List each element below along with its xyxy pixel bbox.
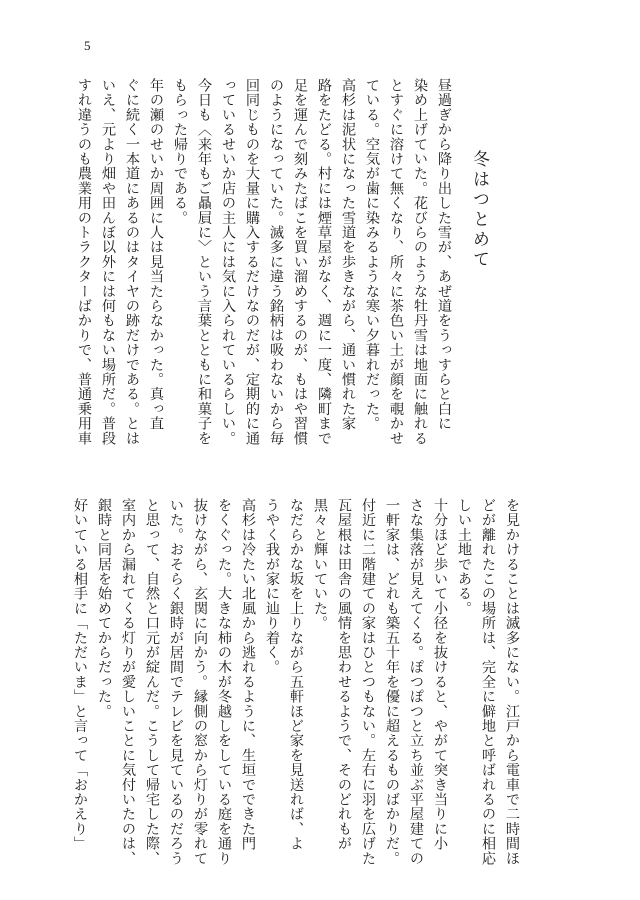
text-line: うやく我が家に辿り着く。: [264, 498, 280, 675]
text-line: 染め上げていた。花びらのような牡丹雪は地面に触れる: [412, 78, 428, 446]
text-line: どが離れたこの場所は、完全に僻地と呼ばれるのに相応: [480, 498, 496, 866]
text-line: 十分ほど歩いて小径を抜けると、やがて突き当りに小: [432, 498, 448, 851]
text-line: 一軒家は、どれも築五十年を優に超えるものばかりだ。: [384, 498, 400, 866]
text-line: 室内から漏れてくる灯りが愛しいことに気付いたのは、: [120, 498, 136, 866]
text-line: しい土地である。: [456, 498, 472, 616]
text-line: 年の瀬のせいか周囲に人は見当たらなかった。真っ直: [148, 78, 164, 431]
text-line: いえ、元より畑や田んぼ以外には何もない場所だ。普段: [100, 78, 116, 446]
text-line: 付近に二階建ての家はひとつもない。左右に羽を広げた: [360, 498, 376, 866]
chapter-title: 冬はつとめて: [469, 150, 489, 270]
text-line: 瓦屋根は田舎の風情を思わせるようで、そのどれもが: [336, 498, 352, 851]
text-line: 回同じものを大量に購入するだけなのだが、定期的に通: [244, 78, 260, 446]
text-line: と思って、自然と口元が綻んだ。こうして帰宅した際、: [144, 498, 160, 866]
text-line: すれ違うのも農業用のトラクターばかりで、普通乗用車: [76, 78, 92, 446]
text-line: 今日も〈来年もご贔屓に〉という言葉とともに和菓子を: [196, 78, 212, 446]
text-line: 昼過ぎから降り出した雪が、あぜ道をうっすらと白に: [436, 78, 452, 431]
text-line: のようになっていた。滅多に違う銘柄は吸わないから毎: [268, 78, 284, 446]
text-line: 足を運んで刻みたばこを買い溜めするのが、もはや習慣: [292, 78, 308, 446]
text-line: 銀時と同居を始めてからだった。: [96, 498, 112, 719]
text-line: いた。おそらく銀時が居間でテレビを見ているのだろう: [168, 498, 184, 866]
text-line: 高杉は冷たい北風から逃れるように、生垣でできた門: [240, 498, 256, 851]
text-line: 好いている相手に「ただいま」と言って「おかえり」: [72, 498, 88, 851]
text-line: とすぐに溶けて無くなり、所々に茶色い土が顔を覗かせ: [388, 78, 404, 446]
text-line: をくぐった。大きな柿の木が冬越しをしている庭を通り: [216, 498, 232, 866]
text-line: もらった帰りである。: [172, 78, 188, 225]
text-line: を見かけることは滅多にない。江戸から電車で二時間ほ: [504, 498, 520, 866]
text-line: なだらかな坂を上りながら五軒ほど家を見送れば、よ: [288, 498, 304, 851]
text-line: 抜けながら、玄関に向かう。縁側の窓から灯りが零れて: [192, 498, 208, 866]
text-line: っているせいか店の主人には気に入られているらしい。: [220, 78, 236, 446]
text-line: 路をたどる。村には煙草屋がなく、週に一度、隣町まで: [316, 78, 332, 446]
upper-text-block: [76, 78, 456, 456]
lower-text-block: [72, 498, 524, 878]
text-line: ぐに続く一本道にあるのはタイヤの跡だけである。とは: [124, 78, 140, 446]
text-line: ている。空気が歯に染みるような寒い夕暮れだった。: [364, 78, 380, 431]
text-line: 高杉は泥状になった雪道を歩きながら、通い慣れた家: [340, 78, 356, 431]
page-number: 5: [84, 38, 91, 53]
text-line: 黒々と輝いていた。: [312, 498, 328, 631]
text-line: さな集落が見えてくる。ぽつぽつと立ち並ぶ平屋建ての: [408, 498, 424, 866]
